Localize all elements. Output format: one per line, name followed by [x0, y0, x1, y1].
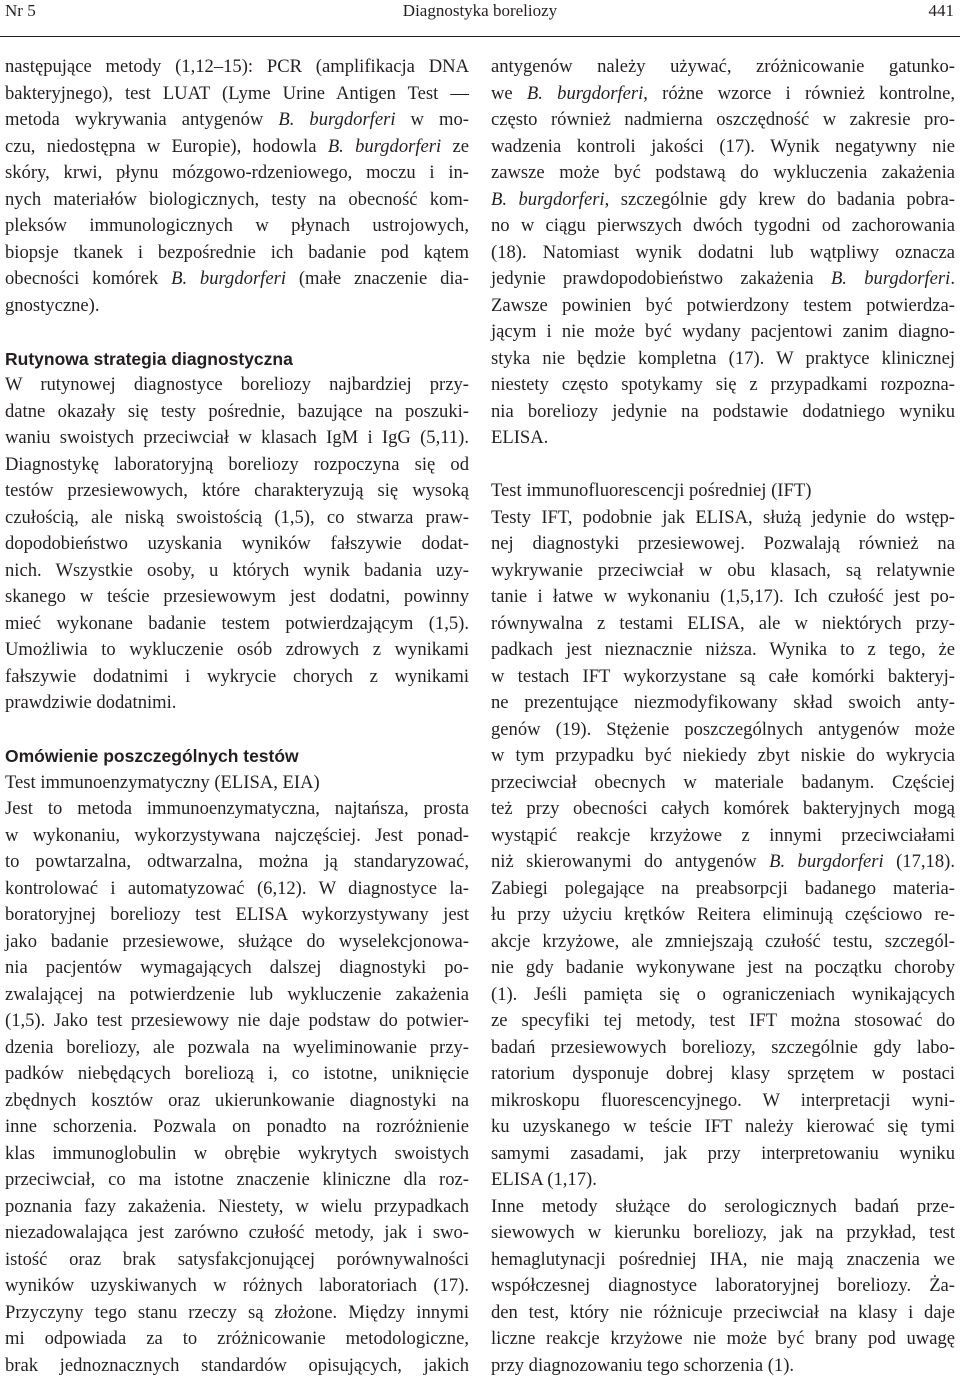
- text-line: (1). Jeśli pamięta się o ograniczeniach wynikających: [491, 982, 955, 1009]
- text-line: mi odpowiada za to zróżnicowanie metodologiczne,: [5, 1326, 469, 1353]
- text-line: wykrywanie przeciwciał w obu klasach, są relatywnie: [491, 558, 955, 585]
- text-line: ELISA (1,17).: [491, 1167, 955, 1194]
- running-title: Diagnostyka boreliozy: [0, 1, 960, 21]
- text-line: (1,5). Jako test przesiewowy nie daje podstaw do potwier-: [5, 1008, 469, 1035]
- text-line: metoda wykrywania antygenów B. burgdorferi w mo-: [5, 107, 469, 134]
- text-line: den test, który nie różnicuje przeciwciał na klasy i daje: [491, 1300, 955, 1327]
- text-line: B. burgdorferi, szczególnie gdy krew do badania pobra-: [491, 187, 955, 214]
- text-line: to powtarzalna, odtwarzalna, można ją standaryzować,: [5, 849, 469, 876]
- section-heading: Rutynowa strategia diagnostyczna: [5, 346, 469, 373]
- text-line: następujące metody (1,12–15): PCR (amplifikacja DNA: [5, 54, 469, 81]
- text-line: Przyczyny tego stanu rzeczy są złożone. Między innymi: [5, 1300, 469, 1327]
- text-line: Testy IFT, podobnie jak ELISA, służą jedynie do wstęp-: [491, 505, 955, 532]
- text-line: Zabiegi polegające na preabsorpcji badanego materia-: [491, 876, 955, 903]
- text-line: padkach jest nieznacznie niższa. Wynika to z tego, że: [491, 637, 955, 664]
- text-line: przeciwciał, co ma istotne znaczenie kliniczne dla roz-: [5, 1167, 469, 1194]
- text-line: genów (19). Stężenie poszczególnych antygenów może: [491, 717, 955, 744]
- text-line: wyników uzyskiwanych w różnych laboratoriach (17).: [5, 1273, 469, 1300]
- text-line: w testach IFT wykorzystane są całe komórki bakteryj-: [491, 664, 955, 691]
- text-line: waniu swoistych przeciwciał w klasach IgM i IgG (5,11).: [5, 425, 469, 452]
- text-line: też przy obecności całych komórek bakteryjnych mogą: [491, 796, 955, 823]
- text-line: wadzenia kontroli jakości (17). Wynik negatywny nie: [491, 134, 955, 161]
- text-line: no w ciągu pierwszych dwóch tygodni od zachorowania: [491, 213, 955, 240]
- text-line: ratorium dysponuje dobrej klasy sprzętem w postaci: [491, 1061, 955, 1088]
- text-line: w tym przypadku być niekiedy zbyt niskie do wykrycia: [491, 743, 955, 770]
- paragraph-gap: [491, 452, 955, 479]
- text-line: Diagnostykę laboratoryjną boreliozy rozpoczyna się od: [5, 452, 469, 479]
- text-line: wystąpić reakcje krzyżowe z innymi przeciwciałami: [491, 823, 955, 850]
- paragraph-gap: [5, 319, 469, 346]
- text-line: liczne reakcje krzyżowe nie może być brany pod uwagę: [491, 1326, 955, 1353]
- text-line: ze specyfiki tej metody, test IFT można stosować do: [491, 1008, 955, 1035]
- text-line: boratoryjnej boreliozy test ELISA wykorzystywany jest: [5, 902, 469, 929]
- header-rule: [0, 36, 960, 37]
- text-line: Jest to metoda immunoenzymatyczna, najtańsza, prosta: [5, 796, 469, 823]
- text-line: często również nadmierna oszczędność w zakresie pro-: [491, 107, 955, 134]
- text-line: istość oraz brak satysfakcjonującej porównywalności: [5, 1247, 469, 1274]
- text-line: współczesnej diagnostyce laboratoryjnej boreliozy. Ża-: [491, 1273, 955, 1300]
- text-line: równywalna z testami ELISA, ale w niektórych przy-: [491, 611, 955, 638]
- text-line: przeciwciał obecnych w materiale badanym. Częściej: [491, 770, 955, 797]
- text-line: Zawsze powinien być potwierdzony testem potwierdza-: [491, 293, 955, 320]
- text-line: ELISA.: [491, 425, 955, 452]
- text-line: fałszywie dodatnimi i wykrycie chorych z wynikami: [5, 664, 469, 691]
- text-line: mieć wykonane badanie testem potwierdzającym (1,5).: [5, 611, 469, 638]
- page-number: 441: [929, 1, 955, 21]
- text-line: zbędnych kosztów oraz ukierunkowanie diagnostyki na: [5, 1088, 469, 1115]
- text-line: pleksów immunologicznych w płynach ustrojowych,: [5, 213, 469, 240]
- text-line: kontrolować i automatyzować (6,12). W diagnostyce la-: [5, 876, 469, 903]
- text-line: nia boreliozy jedynie na podstawie dodatniego wyniku: [491, 399, 955, 426]
- text-line: styka nie będzie kompletna (17). W praktyce klinicznej: [491, 346, 955, 373]
- running-header: [0, 0, 960, 30]
- text-line: poznania fazy zakażenia. Niestety, w wielu przypadkach: [5, 1194, 469, 1221]
- text-line: zwalającej na potwierdzenie lub wykluczenie zakażenia: [5, 982, 469, 1009]
- text-line: zawsze może być podstawą do wykluczenia zakażenia: [491, 160, 955, 187]
- text-line: obecności komórek B. burgdorferi (małe znaczenie dia-: [5, 266, 469, 293]
- text-line: przy diagnozowaniu tego schorzenia (1).: [491, 1353, 955, 1379]
- text-line: siewowych w kierunku boreliozy, jak na przykład, test: [491, 1220, 955, 1247]
- text-line: hemaglutynacji pośredniej IHA, nie mają znaczenia we: [491, 1247, 955, 1274]
- text-line: Test immunoenzymatyczny (ELISA, EIA): [5, 770, 469, 797]
- text-line: nia pacjentów wymagających dalszej diagnostyki po-: [5, 955, 469, 982]
- text-line: W rutynowej diagnostyce boreliozy najbardziej przy-: [5, 372, 469, 399]
- left-column: [5, 54, 469, 1379]
- text-line: biopsje tkanek i bezpośrednie ich badanie pod kątem: [5, 240, 469, 267]
- text-line: nich. Wszystkie osoby, u których wynik badania uzy-: [5, 558, 469, 585]
- text-line: samymi zasadami, jak przy interpretowaniu wyniku: [491, 1141, 955, 1168]
- text-line: łu przy użyciu krętków Reitera eliminują częściowo re-: [491, 902, 955, 929]
- issue-number: Nr 5: [5, 1, 36, 21]
- text-line: brak jednoznacznych standardów opisujących, jakich: [5, 1353, 469, 1379]
- text-line: ku uzyskanego w teście IFT należy kierować się tymi: [491, 1114, 955, 1141]
- text-line: nej diagnostyki przesiewowej. Pozwalają również na: [491, 531, 955, 558]
- text-line: niż skierowanymi do antygenów B. burgdorferi (17,18).: [491, 849, 955, 876]
- text-line: antygenów należy używać, zróżnicowanie gatunko-: [491, 54, 955, 81]
- text-line: skanego w teście przesiewowym jest dodatni, powinny: [5, 584, 469, 611]
- text-line: padków niebędących boreliozą i, co istotne, uniknięcie: [5, 1061, 469, 1088]
- text-line: czułością, ale niską swoistością (1,5), co stwarza praw-: [5, 505, 469, 532]
- text-line: dopodobieństwo uzyskania wyników fałszywie dodat-: [5, 531, 469, 558]
- text-line: jako badanie przesiewowe, służące do wyselekcjonowa-: [5, 929, 469, 956]
- text-line: inne schorzenia. Pozwala on ponadto na rozróżnienie: [5, 1114, 469, 1141]
- text-line: jącym i nie może być wydany pacjentowi zanim diagno-: [491, 319, 955, 346]
- text-line: mikroskopu fluorescencyjnego. W interpretacji wyni-: [491, 1088, 955, 1115]
- text-line: testów przesiewowych, które charakteryzują się wysoką: [5, 478, 469, 505]
- text-line: dzenia boreliozy, ale pozwala na wyeliminowanie przy-: [5, 1035, 469, 1062]
- text-line: niestety często spotykamy się z przypadkami rozpozna-: [491, 372, 955, 399]
- text-line: prawdziwie dodatnimi.: [5, 690, 469, 717]
- text-line: w wykonaniu, wykorzystywana najczęściej. Jest ponad-: [5, 823, 469, 850]
- right-column: [491, 54, 955, 1379]
- text-line: ne prezentujące niezmodyfikowany skład swoich anty-: [491, 690, 955, 717]
- text-line: jedynie prawdopodobieństwo zakażenia B. burgdorferi.: [491, 266, 955, 293]
- text-line: badań przesiewowych boreliozy, szczególnie gdy labo-: [491, 1035, 955, 1062]
- section-heading: Omówienie poszczególnych testów: [5, 743, 469, 770]
- text-line: gnostyczne).: [5, 293, 469, 320]
- text-line: Test immunofluorescencji pośredniej (IFT): [491, 478, 955, 505]
- text-line: tanie i łatwe w wykonaniu (1,5,17). Ich czułość jest po-: [491, 584, 955, 611]
- text-line: skóry, krwi, płynu mózgowo-rdzeniowego, moczu i in-: [5, 160, 469, 187]
- text-line: Umożliwia to wykluczenie osób zdrowych z wynikami: [5, 637, 469, 664]
- paragraph-gap: [5, 717, 469, 744]
- text-line: nie gdy badanie wykonywane jest na początku choroby: [491, 955, 955, 982]
- text-line: (18). Natomiast wynik dodatni lub wątpliwy oznacza: [491, 240, 955, 267]
- text-line: Inne metody służące do serologicznych badań prze-: [491, 1194, 955, 1221]
- text-line: akcje krzyżowe, ale zmniejszają czułość testu, szczegól-: [491, 929, 955, 956]
- text-line: niezadowalająca jest zarówno czułość metody, jak i swo-: [5, 1220, 469, 1247]
- text-line: czu, niedostępna w Europie), hodowla B. burgdorferi ze: [5, 134, 469, 161]
- text-line: bakteryjnego), test LUAT (Lyme Urine Antigen Test —: [5, 81, 469, 108]
- text-line: datne okazały się testy pośrednie, bazujące na poszuki-: [5, 399, 469, 426]
- text-line: we B. burgdorferi, różne wzorce i również kontrolne,: [491, 81, 955, 108]
- text-line: nych materiałów biologicznych, testy na obecność kom-: [5, 187, 469, 214]
- text-line: klas immunoglobulin w obrębie wykrytych swoistych: [5, 1141, 469, 1168]
